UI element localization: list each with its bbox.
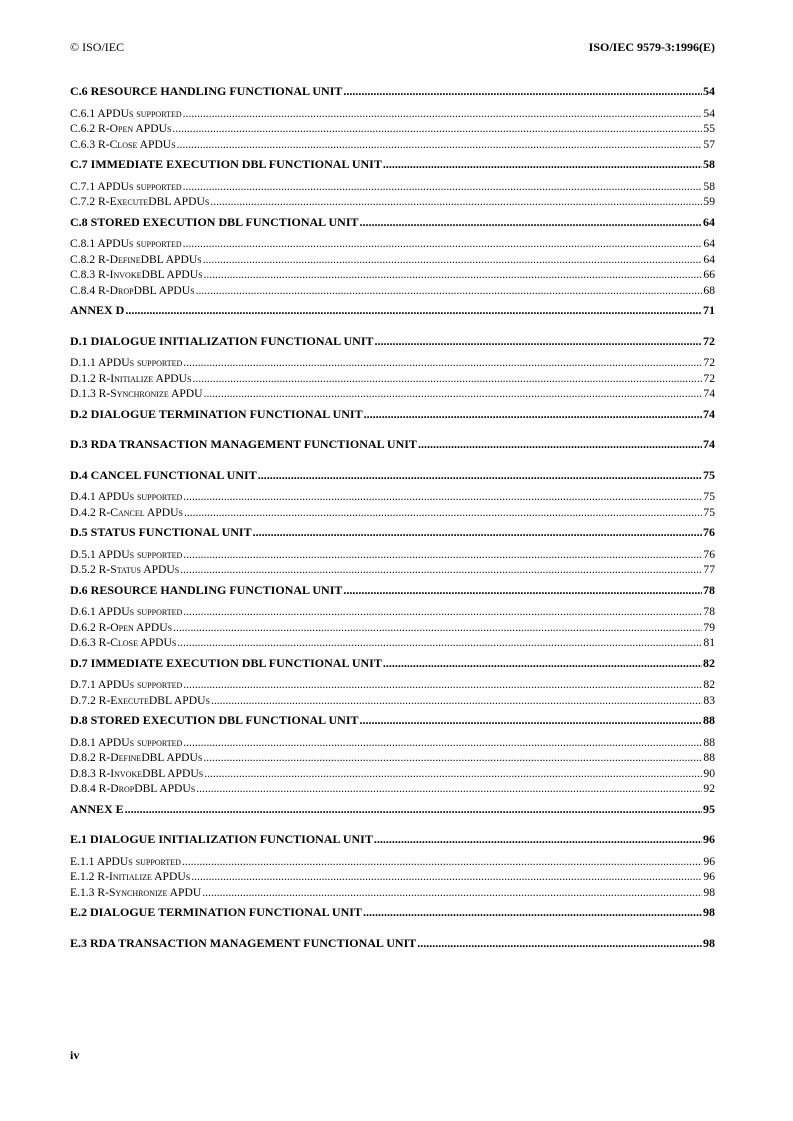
toc-title-part: s <box>178 505 183 519</box>
toc-subsection-entry[interactable] <box>70 547 715 563</box>
toc-entry-title <box>70 505 183 521</box>
toc-subsection-entry[interactable] <box>70 620 715 636</box>
toc-page-number: 88 <box>703 713 715 727</box>
toc-title-part: D.2 DIALOGUE TERMINATION FUNCTIONAL UNIT <box>70 406 363 421</box>
toc-title-part: APDU <box>151 870 186 883</box>
dot-leader <box>177 137 703 153</box>
toc-entry-title <box>70 407 363 423</box>
toc-title-part: D.7 IMMEDIATE EXECUTION DBL FUNCTIONAL UNIT <box>70 655 382 670</box>
toc-title-part: s <box>171 137 176 151</box>
toc-entry-title <box>70 693 210 709</box>
toc-page-number: 54 <box>703 106 715 120</box>
toc-subsection-entry[interactable] <box>70 635 715 651</box>
toc-title-part: D.8.3 R-I <box>70 766 115 780</box>
toc-entry-title <box>70 236 182 252</box>
toc-section-entry[interactable] <box>70 84 715 100</box>
dot-leader <box>184 505 702 521</box>
dot-leader <box>196 781 702 797</box>
dot-leader <box>180 562 702 578</box>
toc-title-part: ancel <box>118 505 145 519</box>
toc-section-entry[interactable] <box>70 936 715 952</box>
dot-leader <box>172 121 702 137</box>
toc-entry-title <box>70 303 124 319</box>
toc-section-entry[interactable] <box>70 334 715 350</box>
toc-title-part: D.8.4 R-D <box>70 782 119 795</box>
toc-title-part: DBL APDU <box>133 283 191 297</box>
toc-title-part: s <box>171 636 177 649</box>
toc-page-number: 75 <box>703 505 715 519</box>
dot-leader <box>383 656 702 672</box>
table-of-contents <box>70 84 715 951</box>
toc-title-part: APDU <box>138 636 172 649</box>
toc-title-part: s supported <box>128 106 182 120</box>
toc-page-number: 92 <box>703 782 715 795</box>
toc-title-part: D.1.1 APDU <box>70 356 130 369</box>
toc-section-entry[interactable] <box>70 905 715 921</box>
dot-leader <box>211 693 702 709</box>
toc-page-number: 75 <box>703 467 715 482</box>
toc-entry-title <box>70 437 417 453</box>
toc-title-part: D.8 STORED EXECUTION DBL FUNCTIONAL UNIT <box>70 713 359 727</box>
toc-title-part: C.8.1 APDU <box>70 237 129 250</box>
toc-title-part: s <box>197 252 202 266</box>
dot-leader <box>193 371 703 387</box>
dot-leader <box>363 905 702 921</box>
toc-subsection-entry[interactable] <box>70 106 715 122</box>
toc-title-part: ynchronize <box>115 885 168 899</box>
toc-page-number: 57 <box>703 137 715 151</box>
toc-page-number: 95 <box>703 801 715 816</box>
toc-entry-title <box>70 179 182 195</box>
toc-title-part: efine <box>118 751 142 764</box>
toc-section-entry[interactable] <box>70 407 715 423</box>
toc-entry-title <box>70 620 172 636</box>
toc-section-entry[interactable] <box>70 525 715 541</box>
toc-entry-title <box>70 854 181 870</box>
toc-page-number: 79 <box>703 620 715 634</box>
copyright-header: © ISO/IEC <box>70 40 125 54</box>
toc-title-part: s <box>174 563 180 576</box>
toc-entry-title <box>70 157 382 173</box>
dot-leader <box>177 635 702 651</box>
toc-entry-title <box>70 750 202 766</box>
toc-page-number: 90 <box>703 766 715 780</box>
toc-title-part: s <box>190 283 195 297</box>
dot-leader <box>374 832 702 848</box>
dot-leader <box>183 604 702 620</box>
toc-page-number: 98 <box>703 905 715 919</box>
toc-title-part: APDU <box>140 563 175 576</box>
toc-entry-title <box>70 355 182 371</box>
dot-leader <box>182 854 702 870</box>
toc-entry-title <box>70 283 195 299</box>
toc-page-number: 75 <box>703 490 715 503</box>
toc-title-part: C.8 STORED EXECUTION DBL FUNCTIONAL UNIT <box>70 214 359 229</box>
toc-entry-title <box>70 334 374 350</box>
toc-subsection-entry[interactable] <box>70 750 715 766</box>
toc-title-part: C.7.1 APDU <box>70 179 129 193</box>
toc-section-entry[interactable] <box>70 832 715 848</box>
toc-title-part: C.7.2 R-E <box>70 195 117 208</box>
toc-page-number: 96 <box>703 832 715 846</box>
dot-leader <box>125 802 702 818</box>
toc-entry-title <box>70 802 124 818</box>
toc-title-part: E.1.3 R-S <box>70 885 116 899</box>
toc-title-part: lose <box>117 137 138 151</box>
toc-title-part: APDU <box>153 371 188 385</box>
toc-entry-title <box>70 525 252 541</box>
toc-page-number: 78 <box>703 582 715 597</box>
toc-title-part: s supported <box>129 735 183 749</box>
toc-title-part: nitialize <box>112 870 152 883</box>
dot-leader <box>360 215 702 231</box>
toc-page-number: 74 <box>703 387 715 400</box>
toc-entry-title <box>70 489 182 505</box>
toc-section-entry[interactable] <box>70 437 715 453</box>
toc-subsection-entry[interactable] <box>70 677 715 693</box>
toc-page-number: 76 <box>703 525 715 539</box>
toc-subsection-entry[interactable] <box>70 137 715 153</box>
toc-page-number: 83 <box>703 693 715 707</box>
toc-page-number: 58 <box>703 179 715 193</box>
toc-title-part: ynchronize <box>116 387 169 400</box>
dot-leader <box>210 194 702 210</box>
toc-title-part: C.6.2 R-O <box>70 122 118 135</box>
toc-title-part: D.5.2 R-S <box>70 563 117 576</box>
toc-page-number: 88 <box>703 751 715 764</box>
toc-entry-title <box>70 635 176 651</box>
toc-title-part: s <box>187 371 192 385</box>
toc-title-part: E.2 DIALOGUE TERMINATION FUNCTIONAL UNIT <box>70 905 362 919</box>
toc-subsection-entry[interactable] <box>70 869 715 885</box>
toc-title-part: D.7.2 R-E <box>70 693 118 707</box>
dot-leader <box>191 869 702 885</box>
toc-section-entry[interactable] <box>70 583 715 599</box>
toc-page-number: 81 <box>703 636 715 649</box>
toc-page-number: 76 <box>703 547 715 561</box>
dot-leader <box>183 236 703 252</box>
toc-page-number: 54 <box>703 84 715 98</box>
toc-subsection-entry[interactable] <box>70 179 715 195</box>
dot-leader <box>204 267 703 283</box>
toc-entry-title <box>70 735 182 751</box>
toc-title-part: APDU <box>133 620 168 634</box>
toc-entry-title <box>70 371 192 387</box>
toc-title-part: DBL APDU <box>142 766 199 780</box>
dot-leader <box>202 885 702 901</box>
dot-leader <box>253 525 702 541</box>
toc-title-part: efine <box>118 252 141 266</box>
toc-entry-title <box>70 84 342 100</box>
toc-title-part: D.6.3 R-C <box>70 636 118 649</box>
dot-leader <box>203 750 702 766</box>
toc-page-number: 82 <box>703 678 715 691</box>
toc-page-number: 98 <box>703 935 715 950</box>
toc-title-part: rop <box>118 782 135 795</box>
dot-leader <box>196 283 703 299</box>
toc-entry-title <box>70 832 373 848</box>
toc-entry-title <box>70 252 202 268</box>
toc-page-number: 58 <box>703 157 715 171</box>
toc-section-entry[interactable] <box>70 802 715 818</box>
toc-entry-title <box>70 677 182 693</box>
toc-entry-title <box>70 583 342 599</box>
toc-entry-title <box>70 604 182 620</box>
toc-title-part: D.1.3 R-S <box>70 387 117 400</box>
toc-subsection-entry[interactable] <box>70 283 715 299</box>
toc-title-part: C.8.2 R-D <box>70 252 118 266</box>
toc-title-part: E.1.1 APDU <box>70 854 129 868</box>
toc-entry-title <box>70 194 209 210</box>
toc-title-part: APDU <box>144 505 179 519</box>
toc-title-part: s supported <box>129 490 183 503</box>
toc-title-part: s supported <box>128 237 182 250</box>
toc-section-entry[interactable] <box>70 468 715 484</box>
toc-title-part: D.8.1 APDU <box>70 735 130 749</box>
toc-page-number: 78 <box>703 605 715 618</box>
page-number-footer: iv <box>70 1048 80 1062</box>
toc-entry-title <box>70 869 190 885</box>
toc-section-entry[interactable] <box>70 157 715 173</box>
toc-section-entry[interactable] <box>70 303 715 319</box>
toc-title-part: s supported <box>129 547 183 561</box>
toc-subsection-entry[interactable] <box>70 121 715 137</box>
toc-section-entry[interactable] <box>70 215 715 231</box>
toc-title-part: D.6 RESOURCE HANDLING FUNCTIONAL UNIT <box>70 582 343 597</box>
toc-page-number: 68 <box>703 283 715 297</box>
toc-title-part: D.4 CANCEL FUNCTIONAL UNIT <box>70 467 257 482</box>
toc-title-part: s <box>190 782 196 795</box>
toc-page-number: 64 <box>703 214 715 229</box>
toc-page-number: 72 <box>703 356 715 369</box>
toc-title-part: DBL APDU <box>141 751 198 764</box>
toc-title-part: s <box>205 693 210 707</box>
toc-entry-title <box>70 781 195 797</box>
toc-title-part: DBL APDU <box>141 268 199 281</box>
toc-title-part: s supported <box>129 356 183 369</box>
toc-entry-title <box>70 547 182 563</box>
toc-entry-title <box>70 215 359 231</box>
dot-leader <box>183 179 703 195</box>
dot-leader <box>364 407 702 423</box>
toc-subsection-entry[interactable] <box>70 735 715 751</box>
toc-title-part: s <box>166 122 172 135</box>
toc-title-part: D.6.2 R-O <box>70 620 119 634</box>
toc-page-number: 74 <box>703 406 715 421</box>
dot-leader <box>204 766 702 782</box>
toc-title-part: xecute <box>116 195 149 208</box>
toc-subsection-entry[interactable] <box>70 885 715 901</box>
toc-entry-title <box>70 766 203 782</box>
toc-page-number: 74 <box>703 437 715 451</box>
toc-subsection-entry[interactable] <box>70 766 715 782</box>
dot-leader <box>173 620 702 636</box>
dot-leader <box>375 334 703 350</box>
toc-title-part: DBL APDU <box>148 195 205 208</box>
toc-title-part: E.1 DIALOGUE INITIALIZATION FUNCTIONAL UNIT <box>70 832 373 846</box>
toc-section-entry[interactable] <box>70 713 715 729</box>
toc-title-part: D.5 STATUS FUNCTIONAL UNIT <box>70 525 252 539</box>
toc-title-part: lose <box>118 636 138 649</box>
toc-subsection-entry[interactable] <box>70 371 715 387</box>
dot-leader <box>183 106 703 122</box>
toc-entry-title <box>70 106 182 122</box>
toc-subsection-entry[interactable] <box>70 386 715 402</box>
toc-subsection-entry[interactable] <box>70 355 715 371</box>
toc-title-part: D.4.1 APDU <box>70 490 130 503</box>
toc-subsection-entry[interactable] <box>70 781 715 797</box>
toc-title-part: nvoke <box>114 766 143 780</box>
dot-leader <box>343 84 702 100</box>
toc-subsection-entry[interactable] <box>70 194 715 210</box>
toc-page-number: 88 <box>703 735 715 749</box>
toc-title-part: s supported <box>128 854 181 868</box>
toc-title-part: D.5.1 APDU <box>70 547 130 561</box>
toc-page-number: 96 <box>703 854 715 868</box>
toc-title-part: s <box>197 751 203 764</box>
toc-entry-title <box>70 905 362 921</box>
toc-entry-title <box>70 656 382 672</box>
toc-title-part: D.1 DIALOGUE INITIALIZATION FUNCTIONAL UNIT <box>70 333 374 348</box>
toc-page-number: 72 <box>703 333 715 348</box>
toc-subsection-entry[interactable] <box>70 489 715 505</box>
dot-leader <box>417 936 702 952</box>
toc-subsection-entry[interactable] <box>70 604 715 620</box>
toc-title-part: C.6.1 APDU <box>70 106 129 120</box>
toc-title-part: D.7.1 APDU <box>70 678 130 691</box>
toc-title-part: s <box>185 870 191 883</box>
toc-title-part: s <box>198 268 203 281</box>
toc-title-part: APDU <box>137 137 172 151</box>
toc-page-number: 64 <box>703 252 715 266</box>
toc-title-part: DBL APDU <box>148 693 206 707</box>
toc-page-number: 71 <box>703 303 715 317</box>
toc-title-part: DBL APDU <box>134 782 191 795</box>
dot-leader <box>343 583 702 599</box>
toc-entry-title <box>70 562 179 578</box>
toc-entry-title <box>70 468 257 484</box>
toc-page-number: 98 <box>703 885 715 899</box>
toc-subsection-entry[interactable] <box>70 854 715 870</box>
toc-title-part: D.4.2 R-C <box>70 505 118 519</box>
toc-title-part: s <box>204 195 210 208</box>
toc-subsection-entry[interactable] <box>70 562 715 578</box>
toc-title-part: APDU <box>133 122 167 135</box>
toc-subsection-entry[interactable] <box>70 267 715 283</box>
toc-page-number: 96 <box>703 870 715 883</box>
toc-title-part: s supported <box>129 605 183 618</box>
toc-title-part: nitialize <box>114 371 154 385</box>
toc-subsection-entry[interactable] <box>70 505 715 521</box>
toc-subsection-entry[interactable] <box>70 693 715 709</box>
toc-page-number: 59 <box>703 195 715 208</box>
dot-leader <box>183 547 702 563</box>
toc-title-part: ANNEX D <box>70 303 125 317</box>
dot-leader <box>183 355 702 371</box>
toc-entry-title <box>70 386 203 402</box>
toc-page-number: 64 <box>703 237 715 250</box>
toc-title-part: tatus <box>116 563 141 576</box>
toc-page-number: 66 <box>703 268 715 281</box>
dot-leader <box>204 386 703 402</box>
toc-page-number: 55 <box>703 122 715 135</box>
toc-title-part: C.8.4 R-D <box>70 283 118 297</box>
toc-title-part: C.6 RESOURCE HANDLING FUNCTIONAL UNIT <box>70 84 343 98</box>
toc-page-number: 77 <box>703 563 715 576</box>
toc-title-part: s <box>198 766 204 780</box>
toc-title-part: pen <box>118 620 134 634</box>
toc-section-entry[interactable] <box>70 656 715 672</box>
toc-title-part: C.7 IMMEDIATE EXECUTION DBL FUNCTIONAL UNIT <box>70 157 382 171</box>
toc-title-part: nvoke <box>113 268 142 281</box>
toc-entry-title <box>70 885 201 901</box>
toc-title-part: APDU <box>167 885 202 899</box>
dot-leader <box>258 468 702 484</box>
dot-leader <box>418 437 702 453</box>
toc-title-part: ANNEX E <box>70 801 124 816</box>
toc-title-part: s <box>167 620 173 634</box>
standard-number-header: ISO/IEC 9579-3:1996(E) <box>588 40 715 54</box>
dot-leader <box>183 489 702 505</box>
toc-entry-title <box>70 121 171 137</box>
toc-title-part: s supported <box>129 678 183 691</box>
toc-title-part: xecute <box>117 693 149 707</box>
toc-entry-title <box>70 137 176 153</box>
toc-entry-title <box>70 267 203 283</box>
toc-title-part: D.1.2 R-I <box>70 371 115 385</box>
toc-title-part: D.3 RDA TRANSACTION MANAGEMENT FUNCTIONAL UNIT <box>70 437 417 451</box>
toc-title-part: s supported <box>128 179 182 193</box>
toc-page-number: 82 <box>703 655 715 670</box>
dot-leader <box>360 713 702 729</box>
toc-title-part: C.8.3 R-I <box>70 268 114 281</box>
toc-page-number: 72 <box>703 371 715 385</box>
toc-title-part: E.1.2 R-I <box>70 870 113 883</box>
toc-subsection-entry[interactable] <box>70 236 715 252</box>
toc-title-part: E.3 RDA TRANSACTION MANAGEMENT FUNCTIONAL UNIT <box>70 935 417 950</box>
dot-leader <box>183 735 702 751</box>
toc-title-part: D.6.1 APDU <box>70 605 130 618</box>
toc-title-part: APDU <box>168 387 203 400</box>
dot-leader <box>125 303 702 319</box>
toc-subsection-entry[interactable] <box>70 252 715 268</box>
dot-leader <box>203 252 703 268</box>
dot-leader <box>183 677 702 693</box>
toc-entry-title <box>70 713 359 729</box>
toc-title-part: pen <box>118 122 134 135</box>
dot-leader <box>383 157 702 173</box>
toc-title-part: D.8.2 R-D <box>70 751 119 764</box>
toc-title-part: rop <box>118 283 134 297</box>
toc-title-part: DBL APDU <box>140 252 198 266</box>
toc-title-part: C.6.3 R-C <box>70 137 118 151</box>
toc-entry-title <box>70 936 416 952</box>
